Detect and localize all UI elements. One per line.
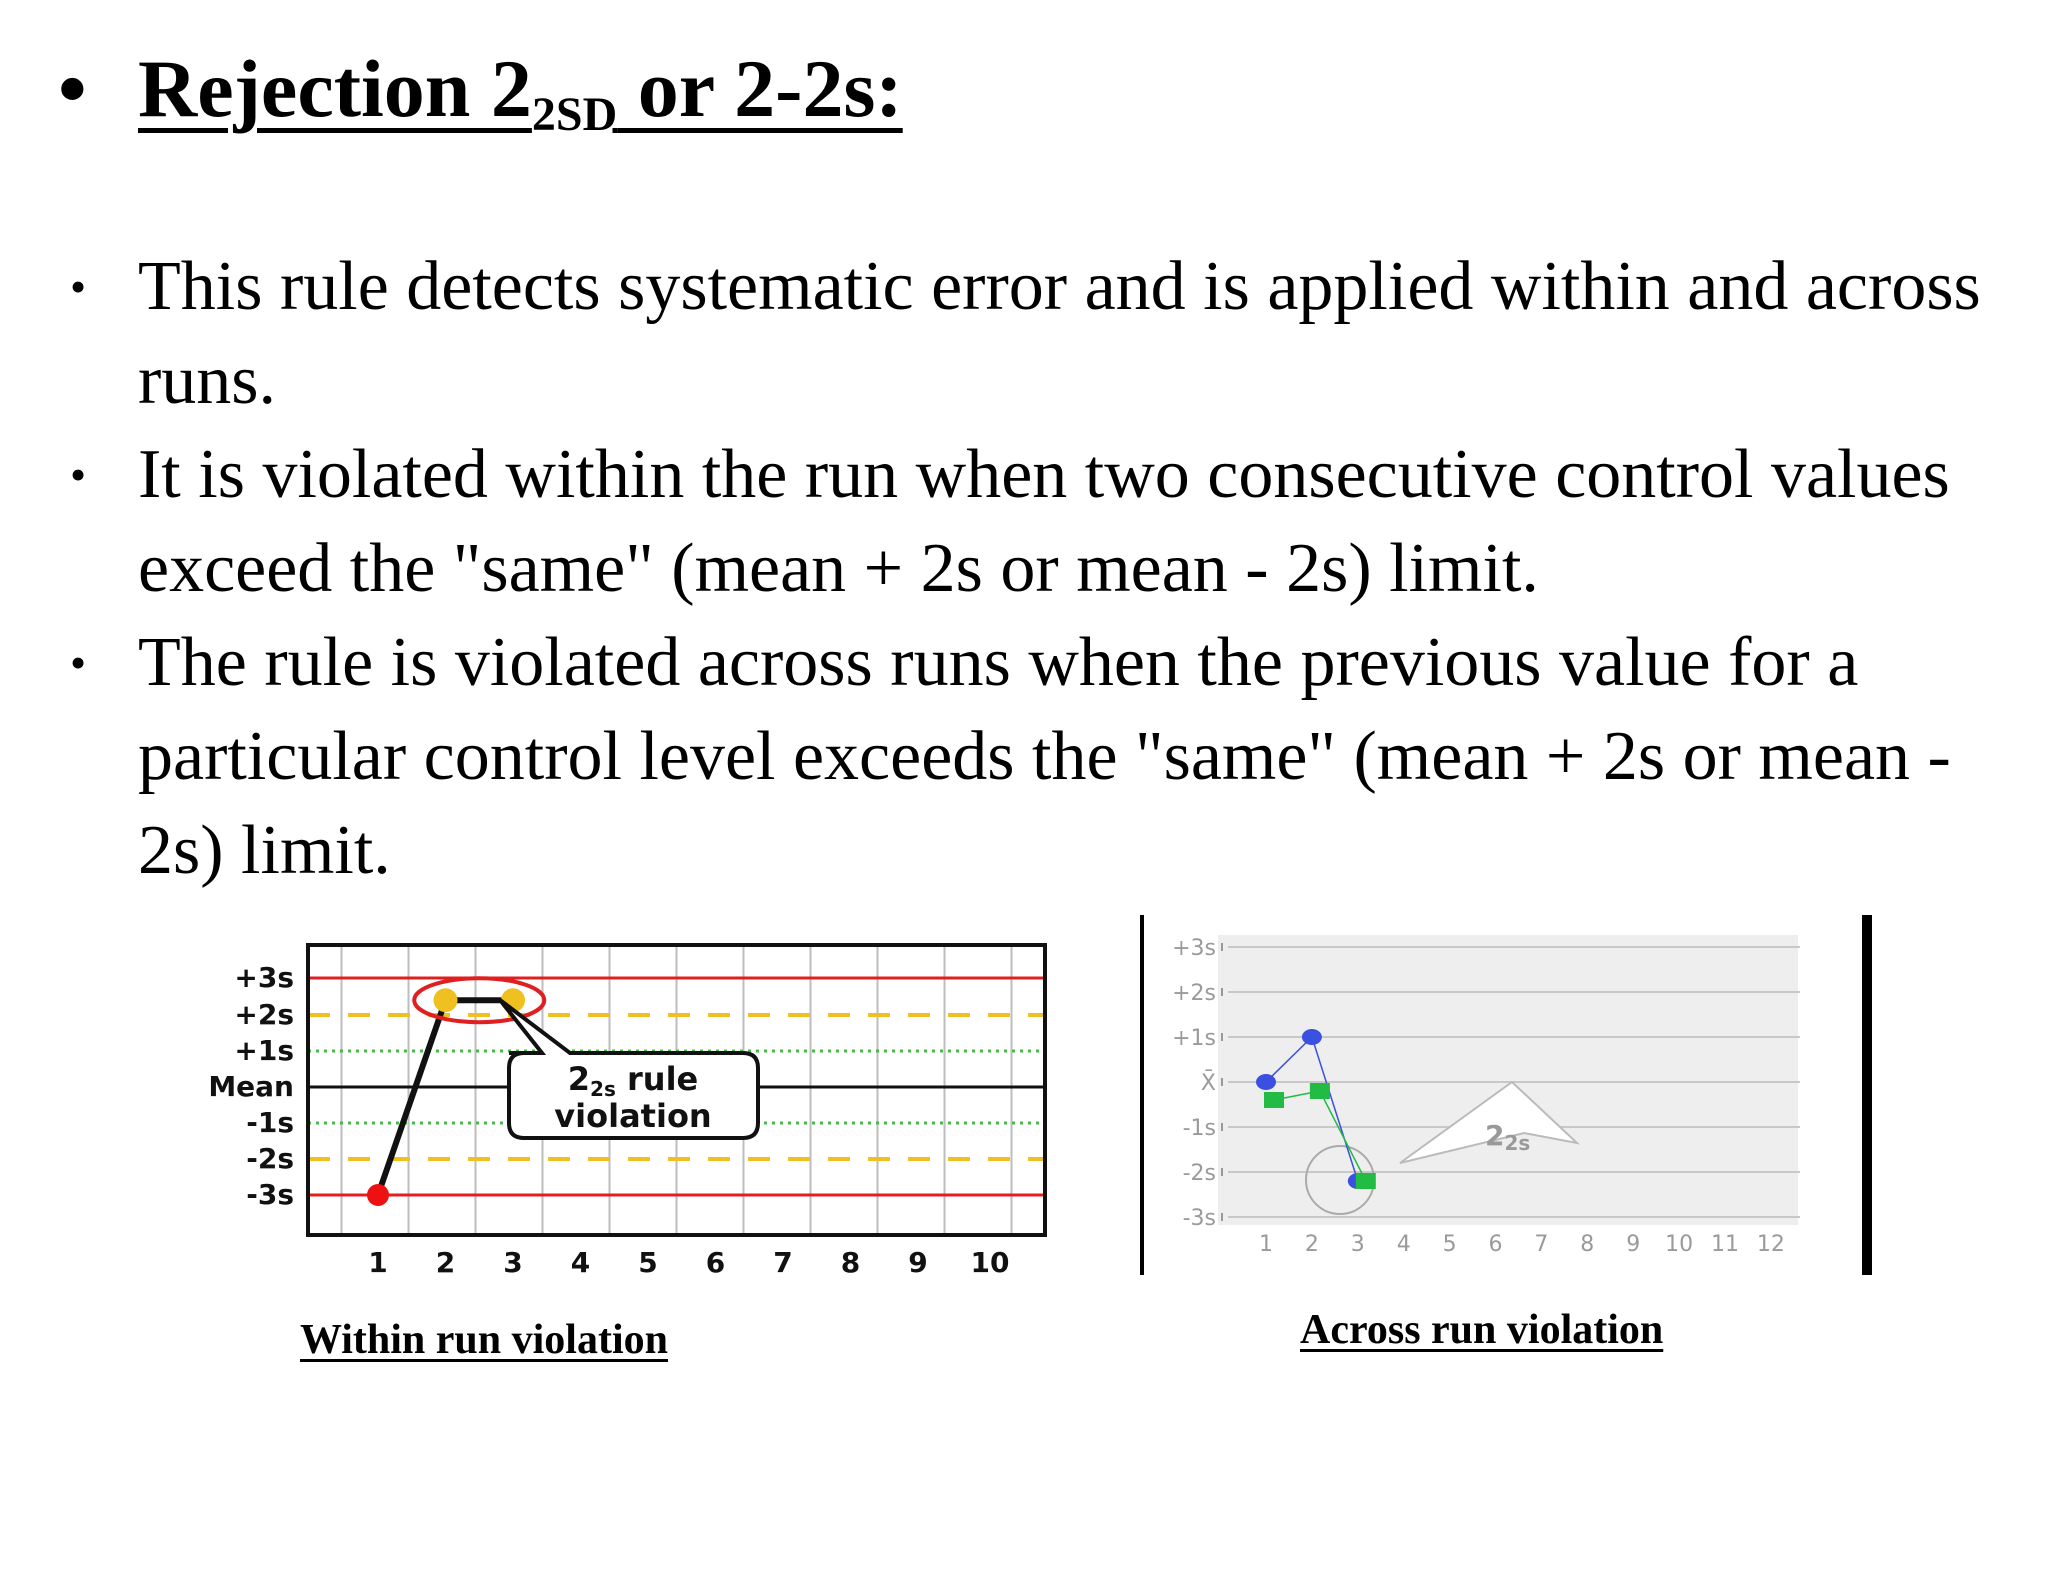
y-tick-label: -2s xyxy=(1182,1161,1216,1186)
chart2-right-border xyxy=(1862,915,1872,1275)
data-point xyxy=(367,1184,389,1206)
y-tick-label: -3s xyxy=(246,1178,294,1211)
data-point-square xyxy=(1310,1083,1330,1099)
x-tick-label: 2 xyxy=(1304,1232,1319,1257)
callout-main: 2 xyxy=(1485,1119,1505,1152)
within-run-chart xyxy=(170,930,1070,1310)
x-tick-label: 10 xyxy=(970,1246,1010,1279)
title-rest: or 2-2s: xyxy=(617,43,903,134)
title-subscript: 2SD xyxy=(531,88,618,141)
callout-main: 2 xyxy=(567,1060,591,1098)
caption-across: Across run violation xyxy=(1300,1307,1664,1353)
callout-sub: 2s xyxy=(590,1077,616,1101)
x-tick-label: 5 xyxy=(638,1246,658,1279)
slide-title xyxy=(58,43,903,141)
x-tick-label: 11 xyxy=(1711,1232,1739,1257)
y-tick-label: +1s xyxy=(234,1034,294,1067)
y-tick-label: +3s xyxy=(234,961,294,994)
title-main: Rejection 2 xyxy=(138,43,532,134)
bullet-list xyxy=(70,240,2030,898)
y-tick-label: -1s xyxy=(246,1106,294,1139)
caption-within: Within run violation xyxy=(300,1317,668,1363)
y-tick-label: -2s xyxy=(246,1142,294,1175)
y-tick-label: +3s xyxy=(1172,936,1216,961)
x-tick-label: 3 xyxy=(503,1246,523,1279)
bullet-item xyxy=(70,428,2030,616)
y-tick-label: -3s xyxy=(1182,1206,1216,1231)
bullet-text: It is violated within the run when two consecutive control values exceed the "same" (mean + 2s or mean - 2s) limit. xyxy=(138,436,1950,607)
title-text xyxy=(138,43,903,141)
data-point-circle xyxy=(1256,1074,1276,1090)
callout-line2: violation xyxy=(554,1097,712,1135)
y-tick-label: +2s xyxy=(234,998,294,1031)
x-tick-label: 2 xyxy=(435,1246,456,1279)
chart2-panel xyxy=(1218,935,1798,1225)
x-tick-label: 9 xyxy=(908,1246,928,1279)
x-tick-label: 8 xyxy=(840,1246,861,1279)
x-tick-label: 9 xyxy=(1626,1232,1641,1257)
y-tick-label: X̄ xyxy=(1200,1071,1216,1096)
data-point-circle xyxy=(1302,1029,1322,1045)
bullet-item xyxy=(70,616,2030,898)
x-tick-label: 7 xyxy=(773,1246,793,1279)
chart2-left-border xyxy=(1140,915,1144,1275)
bullet-dot: • xyxy=(70,449,87,500)
x-tick-label: 4 xyxy=(570,1246,591,1279)
data-point xyxy=(434,988,458,1012)
bullet-text: The rule is violated across runs when the previous value for a particular control level exceeds the "same" (mean + 2s or mean - 2s) limit. xyxy=(138,624,1951,889)
callout-sub: 2s xyxy=(1504,1131,1531,1155)
x-tick-label: 5 xyxy=(1442,1232,1457,1257)
x-tick-label: 8 xyxy=(1580,1232,1595,1257)
data-point-square xyxy=(1356,1173,1376,1189)
x-tick-label: 4 xyxy=(1396,1232,1411,1257)
x-tick-label: 6 xyxy=(1488,1232,1503,1257)
y-tick-label: +1s xyxy=(1172,1026,1216,1051)
x-tick-label: 10 xyxy=(1665,1232,1694,1257)
y-tick-label: -1s xyxy=(1182,1116,1216,1141)
title-bullet: • xyxy=(58,43,87,134)
x-tick-label: 1 xyxy=(1259,1232,1273,1257)
callout-line1 xyxy=(568,1060,698,1101)
bullet-text: This rule detects systematic error and is applied within and across runs. xyxy=(138,248,1981,419)
y-tick-label: Mean xyxy=(208,1070,294,1103)
x-tick-label: 12 xyxy=(1756,1232,1785,1257)
callout-rest: rule xyxy=(615,1060,699,1098)
y-tick-label: +2s xyxy=(1172,981,1216,1006)
across-run-chart xyxy=(1140,915,1880,1285)
x-tick-label: 7 xyxy=(1534,1232,1549,1257)
x-tick-label: 1 xyxy=(368,1246,388,1279)
bullet-dot: • xyxy=(70,261,87,312)
bullet-dot: • xyxy=(70,637,87,688)
x-tick-label: 3 xyxy=(1350,1232,1365,1257)
bullet-item xyxy=(70,240,2030,428)
data-point-square xyxy=(1264,1092,1284,1108)
x-tick-label: 6 xyxy=(705,1246,726,1279)
